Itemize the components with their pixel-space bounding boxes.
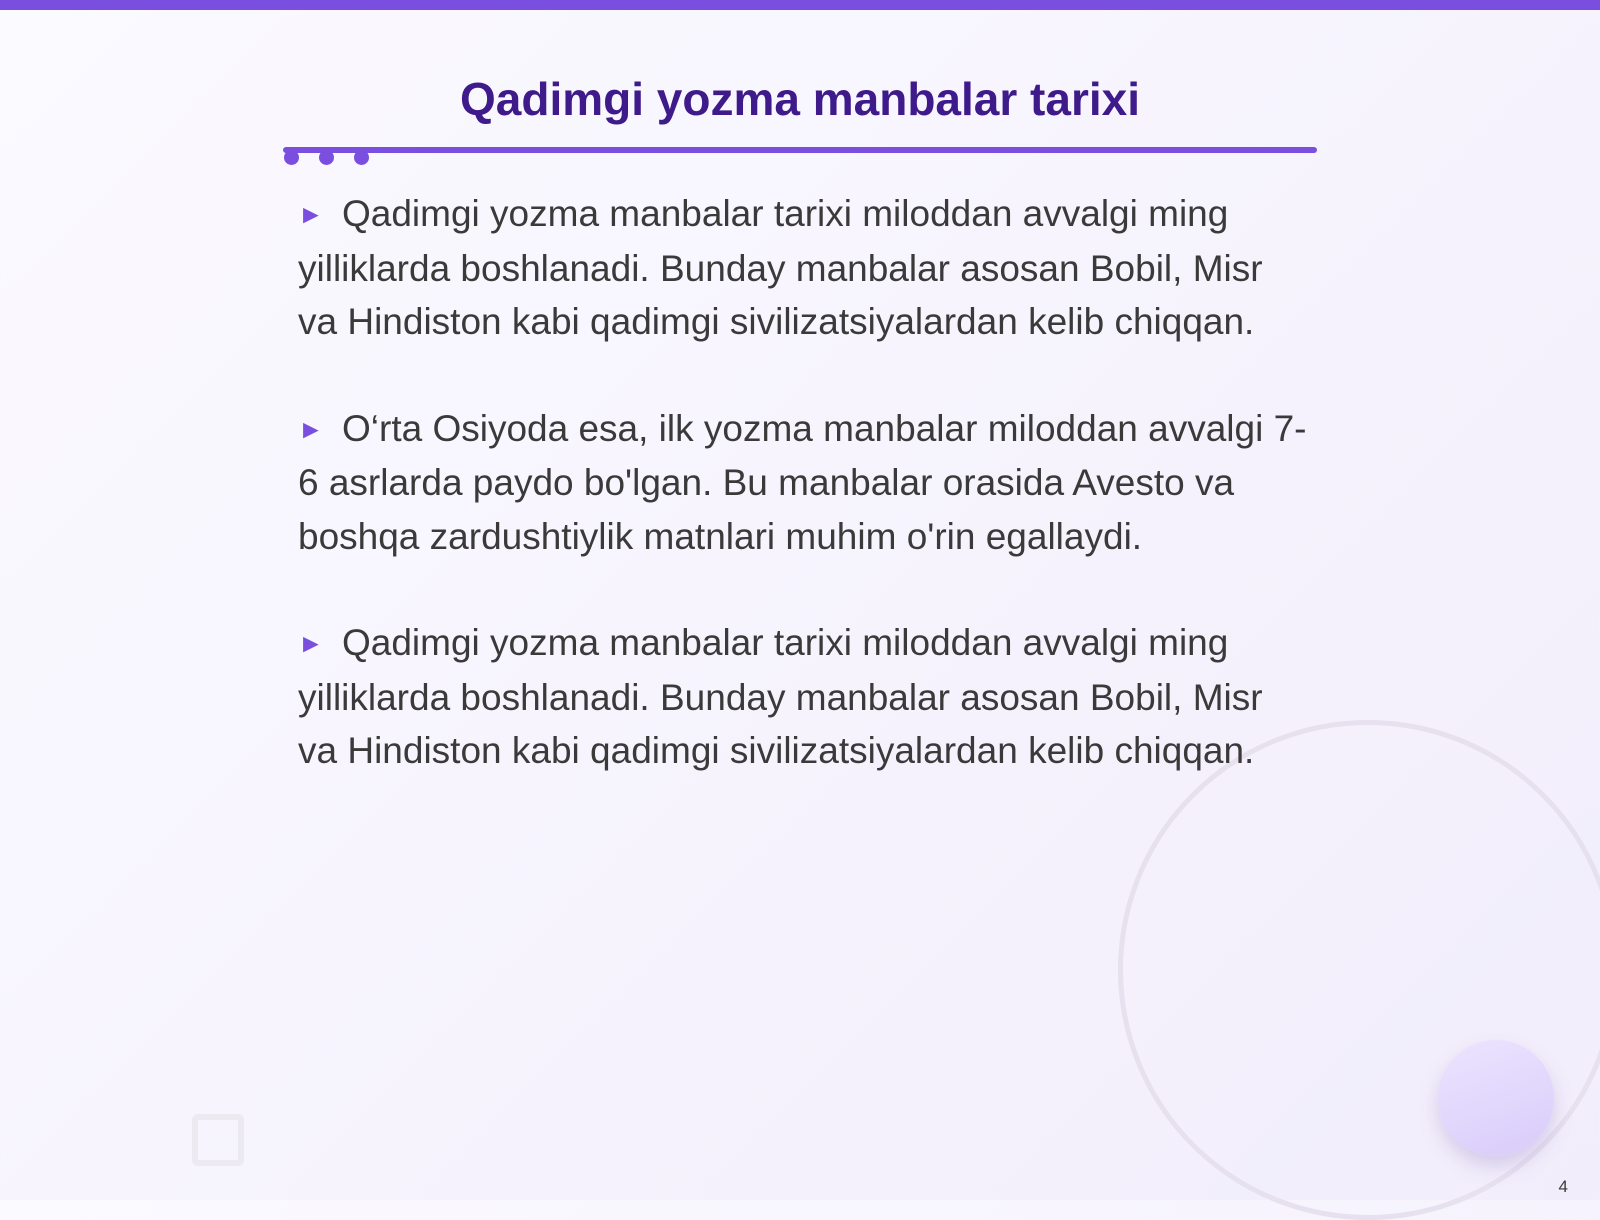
decorative-square	[192, 1114, 244, 1166]
slide-body	[298, 187, 1308, 831]
title-underline	[283, 147, 1317, 153]
bullet-paragraph	[298, 616, 1308, 778]
paragraph-text: O‘rta Osiyoda esa, ilk yozma manbalar miloddan avvalgi 7-6 asrlarda paydo bo'lgan. Bu manbalar orasida Avesto va boshqa zardushtiylik matnlari muhim o'rin egallaydi.	[298, 407, 1307, 557]
page-number: 4	[1558, 1177, 1568, 1196]
bullet-paragraph	[298, 402, 1308, 564]
bullet-paragraph	[298, 187, 1308, 349]
paragraph-text: Qadimgi yozma manbalar tarixi miloddan avvalgi ming yilliklarda boshlanadi. Bunday manbalar asosan Bobil, Misr va Hindiston kabi qadimgi sivilizatsiyalardan kelib chiqqan.	[298, 622, 1263, 771]
paragraph-text: Qadimgi yozma manbalar tarixi miloddan avvalgi ming yilliklarda boshlanadi. Bunday manbalar asosan Bobil, Misr va Hindiston kabi qadimgi sivilizatsiyalardan kelib chiqqan.	[298, 193, 1263, 342]
bullet-arrow-icon: ►	[298, 199, 324, 229]
decorative-dot	[319, 150, 334, 165]
bullet-arrow-icon: ►	[298, 413, 324, 444]
bullet-arrow-icon: ►	[298, 628, 324, 658]
top-accent-bar	[0, 0, 1600, 10]
slide-title: Qadimgi yozma manbalar tarixi	[459, 73, 1140, 125]
decorative-dot	[284, 150, 299, 165]
decorative-circle-filled	[1438, 1040, 1554, 1156]
decorative-dot	[354, 150, 369, 165]
